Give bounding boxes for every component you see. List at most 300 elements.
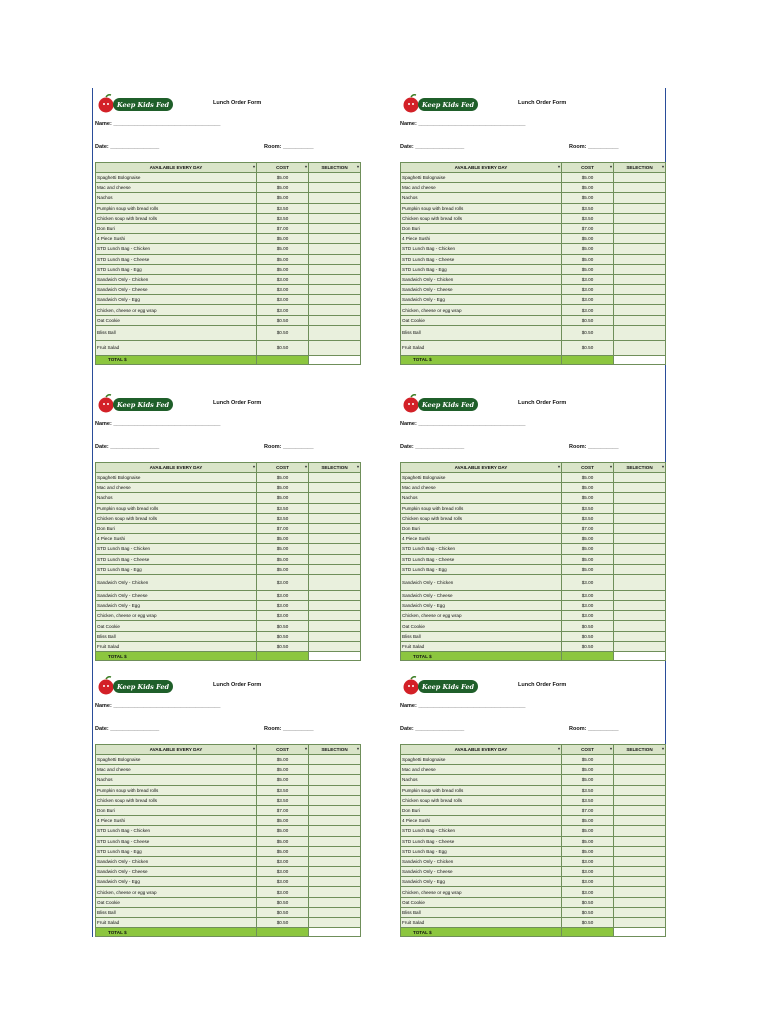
selection-cell[interactable] bbox=[614, 795, 666, 805]
room-field[interactable]: Room: __________ bbox=[264, 144, 314, 150]
keep-kids-fed-logo bbox=[402, 393, 480, 415]
menu-item-name: Sandwich Only - Cheese bbox=[401, 590, 562, 600]
selection-cell[interactable] bbox=[309, 887, 361, 897]
menu-item-cost: $5.00 bbox=[257, 183, 309, 193]
selection-cell[interactable] bbox=[614, 234, 666, 244]
selection-cell[interactable] bbox=[309, 805, 361, 815]
total-cost-cell[interactable] bbox=[562, 928, 614, 937]
selection-cell[interactable] bbox=[309, 856, 361, 866]
menu-item-name: Sandwich Only - Chicken bbox=[96, 274, 257, 284]
menu-item-row bbox=[96, 631, 361, 641]
menu-item-cost: $3.00 bbox=[257, 611, 309, 621]
menu-item-cost: $5.00 bbox=[562, 534, 614, 544]
selection-cell[interactable] bbox=[614, 765, 666, 775]
selection-cell[interactable] bbox=[309, 305, 361, 315]
menu-item-cost: $5.00 bbox=[562, 564, 614, 574]
total-cost-cell[interactable] bbox=[562, 355, 614, 364]
form-title: Lunch Order Form bbox=[518, 400, 567, 406]
table-resize-handle-icon[interactable] bbox=[357, 648, 361, 652]
column-header-selection[interactable]: SELECTION ▾ bbox=[309, 163, 361, 173]
selection-cell[interactable] bbox=[309, 836, 361, 846]
selection-cell[interactable] bbox=[309, 325, 361, 340]
menu-item-name: 4 Piece Sushi bbox=[401, 234, 562, 244]
total-cost-cell[interactable] bbox=[257, 652, 309, 661]
menu-item-row bbox=[401, 264, 666, 274]
menu-item-cost: $5.00 bbox=[257, 775, 309, 785]
selection-cell[interactable] bbox=[614, 493, 666, 503]
column-header-item[interactable]: AVAILABLE EVERY DAY ▾ bbox=[96, 463, 257, 473]
selection-cell[interactable] bbox=[309, 534, 361, 544]
menu-item-row bbox=[96, 483, 361, 493]
menu-item-row bbox=[401, 897, 666, 907]
total-label: TOTAL $ bbox=[401, 355, 562, 364]
selection-cell[interactable] bbox=[309, 897, 361, 907]
menu-item-cost: $3.00 bbox=[257, 867, 309, 877]
column-header-cost[interactable]: COST ▾ bbox=[562, 745, 614, 755]
selection-cell[interactable] bbox=[309, 544, 361, 554]
date-field[interactable]: Date: ________________ bbox=[400, 726, 465, 732]
column-header-selection[interactable]: SELECTION ▾ bbox=[309, 745, 361, 755]
menu-item-row bbox=[96, 775, 361, 785]
selection-cell[interactable] bbox=[309, 775, 361, 785]
menu-item-row bbox=[96, 534, 361, 544]
selection-cell[interactable] bbox=[614, 574, 666, 590]
menu-item-row bbox=[401, 315, 666, 325]
selection-cell[interactable] bbox=[614, 295, 666, 305]
selection-cell[interactable] bbox=[309, 234, 361, 244]
column-header-cost[interactable]: COST ▾ bbox=[257, 163, 309, 173]
menu-item-name: STD Lunch Bag - Cheese bbox=[401, 254, 562, 264]
total-label: TOTAL $ bbox=[401, 928, 562, 937]
menu-item-cost: $5.00 bbox=[562, 193, 614, 203]
selection-cell[interactable] bbox=[309, 795, 361, 805]
selection-cell[interactable] bbox=[309, 193, 361, 203]
selection-cell[interactable] bbox=[614, 513, 666, 523]
selection-cell[interactable] bbox=[309, 264, 361, 274]
column-header-item[interactable]: AVAILABLE EVERY DAY ▾ bbox=[401, 463, 562, 473]
menu-item-row bbox=[401, 765, 666, 775]
selection-cell[interactable] bbox=[309, 877, 361, 887]
filter-dropdown-icon: ▾ bbox=[304, 164, 307, 169]
selection-cell[interactable] bbox=[309, 611, 361, 621]
selection-cell[interactable] bbox=[614, 564, 666, 574]
menu-item-name: Bliss Ball bbox=[96, 907, 257, 917]
menu-item-row bbox=[401, 574, 666, 590]
filter-dropdown-icon: ▾ bbox=[557, 164, 560, 169]
form-title: Lunch Order Form bbox=[518, 682, 567, 688]
selection-cell[interactable] bbox=[309, 295, 361, 305]
column-header-cost[interactable]: COST ▾ bbox=[257, 463, 309, 473]
selection-cell[interactable] bbox=[614, 785, 666, 795]
total-label: TOTAL $ bbox=[401, 652, 562, 661]
selection-cell[interactable] bbox=[614, 601, 666, 611]
menu-item-row bbox=[401, 513, 666, 523]
menu-item-name: Mac and cheese bbox=[401, 183, 562, 193]
name-field[interactable]: Name: ___________________________________ bbox=[95, 703, 221, 709]
selection-cell[interactable] bbox=[309, 601, 361, 611]
menu-item-row bbox=[401, 918, 666, 928]
menu-item-cost: $3.50 bbox=[257, 503, 309, 513]
menu-item-name: Nachos bbox=[96, 775, 257, 785]
selection-cell[interactable] bbox=[309, 285, 361, 295]
date-field[interactable]: Date: ________________ bbox=[95, 144, 160, 150]
selection-cell[interactable] bbox=[614, 544, 666, 554]
svg-text:Keep Kids Fed: Keep Kids Fed bbox=[421, 683, 475, 691]
total-cost-cell[interactable] bbox=[257, 928, 309, 937]
selection-cell[interactable] bbox=[614, 877, 666, 887]
selection-cell[interactable] bbox=[309, 493, 361, 503]
menu-item-cost: $0.50 bbox=[257, 340, 309, 355]
selection-cell[interactable] bbox=[614, 856, 666, 866]
selection-cell[interactable] bbox=[309, 846, 361, 856]
selection-cell[interactable] bbox=[614, 816, 666, 826]
menu-item-row bbox=[401, 483, 666, 493]
selection-cell[interactable] bbox=[614, 183, 666, 193]
selection-cell[interactable] bbox=[309, 173, 361, 183]
selection-cell[interactable] bbox=[309, 564, 361, 574]
menu-item-cost: $5.00 bbox=[562, 836, 614, 846]
selection-cell[interactable] bbox=[309, 315, 361, 325]
menu-item-cost: $3.50 bbox=[562, 513, 614, 523]
menu-item-row bbox=[401, 826, 666, 836]
menu-item-name: Don Buri bbox=[96, 523, 257, 533]
menu-item-name: Chicken, cheese or egg wrap bbox=[401, 305, 562, 315]
menu-item-row bbox=[96, 223, 361, 233]
selection-cell[interactable] bbox=[309, 554, 361, 564]
selection-cell[interactable] bbox=[614, 264, 666, 274]
filter-dropdown-icon: ▾ bbox=[661, 164, 664, 169]
menu-item-name: STD Lunch Bag - Egg bbox=[401, 846, 562, 856]
selection-cell[interactable] bbox=[614, 473, 666, 483]
total-cost-cell[interactable] bbox=[257, 355, 309, 364]
selection-cell[interactable] bbox=[614, 223, 666, 233]
menu-item-name: Sandwich Only - Cheese bbox=[96, 285, 257, 295]
menu-item-name: Sandwich Only - Cheese bbox=[401, 285, 562, 295]
selection-cell[interactable] bbox=[309, 918, 361, 928]
name-field[interactable]: Name: ___________________________________ bbox=[95, 421, 221, 427]
menu-item-cost: $5.00 bbox=[562, 483, 614, 493]
selection-cell[interactable] bbox=[614, 846, 666, 856]
selection-cell[interactable] bbox=[614, 621, 666, 631]
menu-item-name: Spaghetti Bolognaise bbox=[401, 173, 562, 183]
selection-cell[interactable] bbox=[614, 826, 666, 836]
menu-item-cost: $3.00 bbox=[562, 611, 614, 621]
menu-item-cost: $5.00 bbox=[562, 264, 614, 274]
menu-item-row bbox=[96, 805, 361, 815]
selection-cell[interactable] bbox=[614, 641, 666, 651]
total-label: TOTAL $ bbox=[96, 355, 257, 364]
menu-item-row bbox=[96, 816, 361, 826]
menu-item-cost: $3.00 bbox=[257, 887, 309, 897]
menu-item-cost: $3.00 bbox=[257, 590, 309, 600]
selection-cell[interactable] bbox=[614, 775, 666, 785]
menu-item-cost: $3.00 bbox=[562, 274, 614, 284]
menu-item-name: STD Lunch Bag - Chicken bbox=[96, 544, 257, 554]
menu-item-name: Fruit Salad bbox=[96, 641, 257, 651]
column-header-cost[interactable]: COST ▾ bbox=[562, 163, 614, 173]
selection-cell[interactable] bbox=[614, 611, 666, 621]
menu-item-row bbox=[401, 173, 666, 183]
menu-item-row bbox=[401, 493, 666, 503]
menu-item-cost: $3.50 bbox=[257, 213, 309, 223]
menu-item-cost: $5.00 bbox=[562, 816, 614, 826]
selection-cell[interactable] bbox=[614, 523, 666, 533]
total-selection-cell[interactable] bbox=[309, 928, 361, 937]
menu-item-cost: $5.00 bbox=[562, 755, 614, 765]
selection-cell[interactable] bbox=[614, 755, 666, 765]
selection-cell[interactable] bbox=[309, 340, 361, 355]
menu-item-row bbox=[96, 493, 361, 503]
selection-cell[interactable] bbox=[309, 765, 361, 775]
selection-cell[interactable] bbox=[309, 523, 361, 533]
menu-item-row bbox=[401, 254, 666, 264]
room-field[interactable]: Room: __________ bbox=[569, 444, 619, 450]
selection-cell[interactable] bbox=[614, 554, 666, 564]
selection-cell[interactable] bbox=[309, 574, 361, 590]
menu-item-cost: $5.00 bbox=[562, 554, 614, 564]
selection-cell[interactable] bbox=[309, 203, 361, 213]
selection-cell[interactable] bbox=[614, 483, 666, 493]
menu-item-cost: $7.00 bbox=[562, 223, 614, 233]
menu-item-cost: $0.50 bbox=[562, 918, 614, 928]
filter-dropdown-icon: ▾ bbox=[557, 464, 560, 469]
room-field[interactable]: Room: __________ bbox=[569, 726, 619, 732]
svg-text:Keep Kids Fed: Keep Kids Fed bbox=[116, 101, 170, 109]
table-resize-handle-icon[interactable] bbox=[662, 352, 666, 356]
column-header-cost[interactable]: COST ▾ bbox=[562, 463, 614, 473]
selection-cell[interactable] bbox=[309, 785, 361, 795]
menu-item-name: Pumpkin soup with bread rolls bbox=[401, 203, 562, 213]
menu-item-name: Mac and cheese bbox=[96, 765, 257, 775]
menu-item-name: Spaghetti Bolognaise bbox=[96, 473, 257, 483]
menu-item-row bbox=[401, 183, 666, 193]
menu-item-name: Fruit Salad bbox=[401, 340, 562, 355]
menu-item-cost: $5.00 bbox=[257, 836, 309, 846]
selection-cell[interactable] bbox=[614, 907, 666, 917]
total-row bbox=[96, 652, 361, 661]
total-selection-cell[interactable] bbox=[614, 355, 666, 364]
filter-dropdown-icon: ▾ bbox=[609, 164, 612, 169]
menu-item-cost: $5.00 bbox=[562, 493, 614, 503]
selection-cell[interactable] bbox=[309, 755, 361, 765]
form-title: Lunch Order Form bbox=[213, 682, 262, 688]
menu-item-row bbox=[96, 897, 361, 907]
column-header-item[interactable]: AVAILABLE EVERY DAY ▾ bbox=[401, 745, 562, 755]
menu-item-cost: $0.50 bbox=[562, 315, 614, 325]
order-table bbox=[95, 462, 361, 661]
menu-item-row bbox=[401, 836, 666, 846]
selection-cell[interactable] bbox=[309, 867, 361, 877]
selection-cell[interactable] bbox=[614, 534, 666, 544]
column-header-item[interactable]: AVAILABLE EVERY DAY ▾ bbox=[96, 745, 257, 755]
selection-cell[interactable] bbox=[614, 918, 666, 928]
column-header-selection[interactable]: SELECTION ▾ bbox=[614, 463, 666, 473]
selection-cell[interactable] bbox=[309, 183, 361, 193]
selection-cell[interactable] bbox=[309, 590, 361, 600]
column-header-selection[interactable]: SELECTION ▾ bbox=[309, 463, 361, 473]
selection-cell[interactable] bbox=[614, 340, 666, 355]
menu-item-name: Don Buri bbox=[401, 523, 562, 533]
selection-cell[interactable] bbox=[614, 305, 666, 315]
selection-cell[interactable] bbox=[309, 213, 361, 223]
room-field[interactable]: Room: __________ bbox=[264, 444, 314, 450]
selection-cell[interactable] bbox=[309, 503, 361, 513]
column-header-selection[interactable]: SELECTION ▾ bbox=[614, 745, 666, 755]
column-header-item[interactable]: AVAILABLE EVERY DAY ▾ bbox=[401, 163, 562, 173]
table-resize-handle-icon[interactable] bbox=[357, 352, 361, 356]
name-field[interactable]: Name: ___________________________________ bbox=[400, 121, 526, 127]
selection-cell[interactable] bbox=[309, 631, 361, 641]
menu-item-name: STD Lunch Bag - Chicken bbox=[401, 826, 562, 836]
name-field[interactable]: Name: ___________________________________ bbox=[400, 421, 526, 427]
table-resize-handle-icon[interactable] bbox=[662, 924, 666, 928]
menu-item-cost: $5.00 bbox=[562, 765, 614, 775]
menu-item-cost: $3.00 bbox=[257, 856, 309, 866]
selection-cell[interactable] bbox=[614, 887, 666, 897]
menu-item-name: Fruit Salad bbox=[96, 340, 257, 355]
menu-item-row bbox=[401, 340, 666, 355]
menu-item-cost: $5.00 bbox=[562, 183, 614, 193]
total-selection-cell[interactable] bbox=[614, 652, 666, 661]
menu-item-cost: $3.00 bbox=[257, 295, 309, 305]
menu-item-row bbox=[96, 785, 361, 795]
menu-item-cost: $3.50 bbox=[257, 795, 309, 805]
table-resize-handle-icon[interactable] bbox=[662, 648, 666, 652]
selection-cell[interactable] bbox=[614, 631, 666, 641]
lunch-order-form bbox=[93, 388, 360, 659]
selection-cell[interactable] bbox=[614, 805, 666, 815]
menu-item-cost: $5.00 bbox=[257, 554, 309, 564]
selection-cell[interactable] bbox=[614, 503, 666, 513]
selection-cell[interactable] bbox=[309, 907, 361, 917]
selection-cell[interactable] bbox=[614, 285, 666, 295]
total-label: TOTAL $ bbox=[96, 652, 257, 661]
total-selection-cell[interactable] bbox=[614, 928, 666, 937]
menu-item-name: Fruit Salad bbox=[96, 918, 257, 928]
menu-item-row bbox=[96, 641, 361, 651]
table-resize-handle-icon[interactable] bbox=[357, 924, 361, 928]
name-field[interactable]: Name: ___________________________________ bbox=[400, 703, 526, 709]
menu-item-cost: $3.50 bbox=[562, 213, 614, 223]
menu-item-name: Chicken, cheese or egg wrap bbox=[401, 887, 562, 897]
menu-item-cost: $3.00 bbox=[257, 601, 309, 611]
menu-item-row bbox=[96, 574, 361, 590]
selection-cell[interactable] bbox=[614, 173, 666, 183]
date-field[interactable]: Date: ________________ bbox=[95, 726, 160, 732]
selection-cell[interactable] bbox=[614, 897, 666, 907]
selection-cell[interactable] bbox=[614, 315, 666, 325]
room-field[interactable]: Room: __________ bbox=[569, 144, 619, 150]
menu-item-cost: $0.50 bbox=[257, 918, 309, 928]
selection-cell[interactable] bbox=[614, 274, 666, 284]
total-selection-cell[interactable] bbox=[309, 652, 361, 661]
menu-item-name: Nachos bbox=[401, 775, 562, 785]
selection-cell[interactable] bbox=[309, 826, 361, 836]
menu-item-cost: $3.00 bbox=[562, 877, 614, 887]
menu-item-cost: $5.00 bbox=[257, 765, 309, 775]
menu-item-name: Sandwich Only - Chicken bbox=[401, 274, 562, 284]
keep-kids-fed-logo bbox=[97, 93, 175, 115]
menu-item-row bbox=[96, 887, 361, 897]
selection-cell[interactable] bbox=[309, 254, 361, 264]
selection-cell[interactable] bbox=[309, 223, 361, 233]
selection-cell[interactable] bbox=[309, 513, 361, 523]
selection-cell[interactable] bbox=[614, 213, 666, 223]
menu-item-name: Pumpkin soup with bread rolls bbox=[96, 503, 257, 513]
menu-item-name: Pumpkin soup with bread rolls bbox=[401, 785, 562, 795]
menu-item-cost: $3.00 bbox=[562, 285, 614, 295]
total-row bbox=[96, 928, 361, 937]
selection-cell[interactable] bbox=[309, 641, 361, 651]
total-cost-cell[interactable] bbox=[562, 652, 614, 661]
menu-item-cost: $0.50 bbox=[562, 897, 614, 907]
room-field[interactable]: Room: __________ bbox=[264, 726, 314, 732]
menu-item-row bbox=[96, 836, 361, 846]
name-field[interactable]: Name: ___________________________________ bbox=[95, 121, 221, 127]
selection-cell[interactable] bbox=[309, 816, 361, 826]
date-field[interactable]: Date: ________________ bbox=[400, 444, 465, 450]
selection-cell[interactable] bbox=[614, 193, 666, 203]
menu-item-cost: $5.00 bbox=[257, 846, 309, 856]
menu-item-cost: $3.00 bbox=[257, 285, 309, 295]
selection-cell[interactable] bbox=[614, 244, 666, 254]
menu-item-cost: $3.00 bbox=[562, 295, 614, 305]
column-header-cost[interactable]: COST ▾ bbox=[257, 745, 309, 755]
menu-item-cost: $3.50 bbox=[562, 503, 614, 513]
menu-item-cost: $5.00 bbox=[257, 173, 309, 183]
menu-item-row bbox=[96, 611, 361, 621]
selection-cell[interactable] bbox=[614, 203, 666, 213]
menu-item-name: STD Lunch Bag - Egg bbox=[401, 564, 562, 574]
total-label: TOTAL $ bbox=[96, 928, 257, 937]
selection-cell[interactable] bbox=[614, 590, 666, 600]
selection-cell[interactable] bbox=[614, 836, 666, 846]
date-field[interactable]: Date: ________________ bbox=[95, 444, 160, 450]
menu-item-row bbox=[96, 846, 361, 856]
menu-item-cost: $0.50 bbox=[562, 325, 614, 340]
selection-cell[interactable] bbox=[309, 274, 361, 284]
menu-item-row bbox=[96, 795, 361, 805]
column-header-item[interactable]: AVAILABLE EVERY DAY ▾ bbox=[96, 163, 257, 173]
menu-item-cost: $3.00 bbox=[257, 274, 309, 284]
menu-item-row bbox=[96, 264, 361, 274]
menu-item-row bbox=[96, 544, 361, 554]
menu-item-name: Spaghetti Bolognaise bbox=[96, 755, 257, 765]
menu-item-name: Sandwich Only - Cheese bbox=[96, 867, 257, 877]
menu-item-cost: $5.00 bbox=[257, 544, 309, 554]
selection-cell[interactable] bbox=[614, 325, 666, 340]
menu-item-name: Sandwich Only - Cheese bbox=[401, 867, 562, 877]
menu-item-name: STD Lunch Bag - Chicken bbox=[401, 244, 562, 254]
selection-cell[interactable] bbox=[309, 483, 361, 493]
menu-item-name: Fruit Salad bbox=[401, 641, 562, 651]
menu-item-cost: $5.00 bbox=[562, 254, 614, 264]
menu-item-name: 4 Piece Sushi bbox=[96, 534, 257, 544]
menu-item-name: Nachos bbox=[96, 493, 257, 503]
form-title: Lunch Order Form bbox=[518, 100, 567, 106]
menu-item-name: Don Buri bbox=[96, 805, 257, 815]
form-title: Lunch Order Form bbox=[213, 400, 262, 406]
selection-cell[interactable] bbox=[614, 867, 666, 877]
date-field[interactable]: Date: ________________ bbox=[400, 144, 465, 150]
selection-cell[interactable] bbox=[614, 254, 666, 264]
filter-dropdown-icon: ▾ bbox=[304, 746, 307, 751]
selection-cell[interactable] bbox=[309, 473, 361, 483]
selection-cell[interactable] bbox=[309, 244, 361, 254]
column-header-selection[interactable]: SELECTION ▾ bbox=[614, 163, 666, 173]
total-selection-cell[interactable] bbox=[309, 355, 361, 364]
selection-cell[interactable] bbox=[309, 621, 361, 631]
